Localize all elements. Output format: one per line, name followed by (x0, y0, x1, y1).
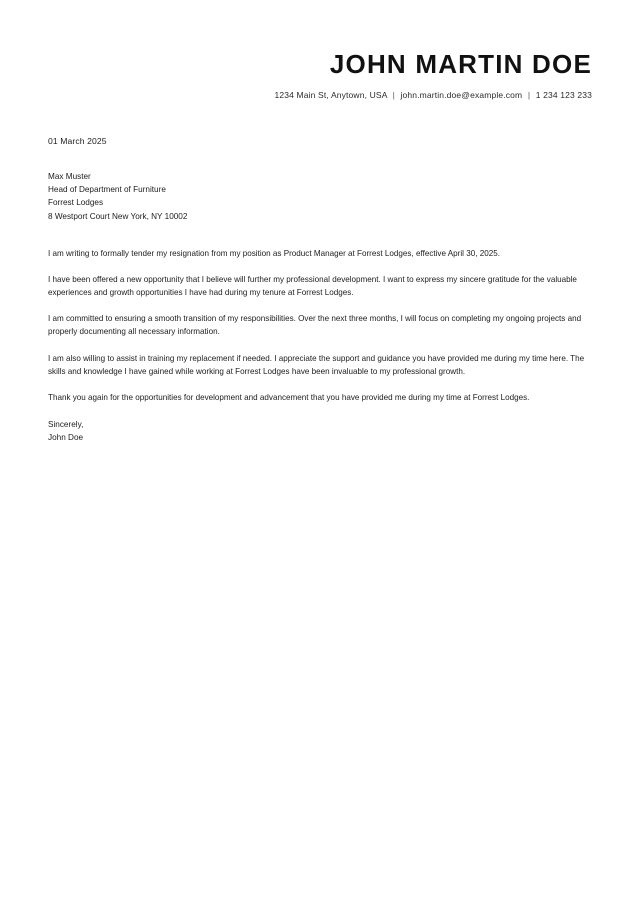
signature-name: John Doe (48, 433, 84, 443)
contact-separator-2: | (527, 89, 531, 100)
recipient-name: Max Muster (48, 171, 91, 181)
closing-salutation: Sincerely, (48, 419, 84, 429)
letter-header (0, 0, 640, 100)
sender-phone: 1 234 123 233 (535, 89, 592, 100)
recipient-address: 8 Westport Court New York, NY 10002 (48, 211, 188, 221)
letter-paragraph: I am committed to ensuring a smooth transition of my responsibilities. Over the next three months, I will focus on completing my ongoing projects and properly documenting all necessary information. (48, 314, 582, 337)
sender-contact-line (48, 90, 592, 100)
recipient-title: Head of Department of Furniture (48, 185, 166, 195)
letter-paragraphs (48, 247, 592, 404)
sender-name: JOHN MARTIN DOE (329, 49, 592, 79)
contact-separator-1: | (392, 89, 395, 100)
letter-body (0, 136, 640, 445)
letter-paragraph: I have been offered a new opportunity that I believe will further my professional development. I want to express my sincere gratitude for the valuable experiences and growth opportunities I have had during my tenure at Forrest Lodges. (48, 275, 577, 298)
letter-closing (48, 418, 592, 445)
sender-address: 1234 Main St, Anytown, USA (274, 89, 388, 100)
recipient-block (48, 170, 592, 223)
letter-paragraph: Thank you again for the opportunities for development and advancement that you have provided me during my time at Forrest Lodges. (48, 392, 530, 402)
recipient-company: Forrest Lodges (48, 198, 104, 208)
letter-paragraph: I am writing to formally tender my resignation from my position as Product Manager at Forrest Lodges, effective April 30, 2025. (48, 249, 500, 259)
letter-paragraph: I am also willing to assist in training my replacement if needed. I appreciate the support and guidance you have provided me during my time here. The skills and knowledge I have gained while working at Forrest Lodges have been invaluable to my professional growth. (48, 353, 585, 376)
letter-date: 01 March 2025 (48, 135, 107, 146)
sender-email: john.martin.doe@example.com (400, 89, 523, 100)
